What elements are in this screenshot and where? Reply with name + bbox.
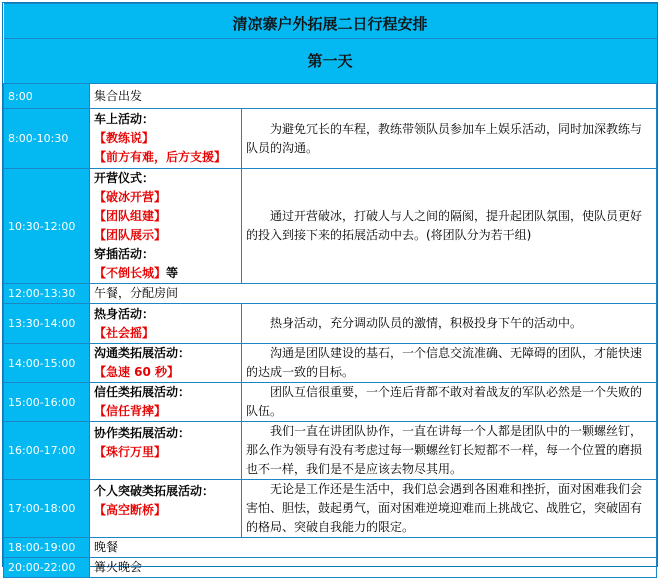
- activity-cell: 集合出发: [90, 84, 657, 109]
- time-cell: 16:00-17:00: [4, 422, 90, 480]
- activity-item: 【信任背摔】: [94, 404, 167, 418]
- description-cell: 团队互信很重要，一个连后背都不敢对着战友的军队必然是一个失败的队伍。: [242, 383, 657, 422]
- table-row: [4, 169, 657, 284]
- activity-title: 协作类拓展活动：: [94, 426, 191, 440]
- table-row: [4, 109, 657, 169]
- schedule-sheet: [2, 2, 658, 574]
- time-cell: 20:00-22:00: [4, 558, 90, 578]
- table-row: [4, 538, 657, 558]
- activity-item: 【不倒长城】: [94, 266, 167, 280]
- activity-item-suffix: 等: [166, 266, 179, 280]
- activity-cell: [90, 383, 242, 422]
- activity-cell: [90, 480, 242, 538]
- activity-cell: 晚餐: [90, 538, 657, 558]
- activity-cell: 午餐，分配房间: [90, 284, 657, 304]
- activity-cell: 篝火晚会: [90, 558, 657, 578]
- description-cell: 热身活动，充分调动队员的激情，积极投身下午的活动中。: [242, 304, 657, 344]
- activity-item: 【社会摇】: [94, 325, 155, 340]
- title-row: [4, 4, 657, 39]
- activity-item: 【教练说】: [94, 131, 155, 145]
- activity-subtitle: 穿插活动：: [94, 247, 155, 261]
- activity-item-line: [94, 264, 237, 283]
- activity-item: 【破冰开营】: [94, 190, 167, 204]
- table-row: [4, 558, 657, 578]
- activity-item: 【团队展示】: [94, 228, 167, 242]
- time-cell: 17:00-18:00: [4, 480, 90, 538]
- activity-title: 沟通类拓展活动：: [94, 346, 191, 360]
- day-heading: 第一天: [4, 39, 657, 84]
- table-row: [4, 344, 657, 383]
- activity-title: 个人突破类拓展活动：: [94, 484, 215, 498]
- time-cell: 8:00-10:30: [4, 109, 90, 169]
- time-cell: 10:30-12:00: [4, 169, 90, 284]
- description-cell: 沟通是团队建设的基石，一个信息交流准确、无障碍的团队，才能快速的达成一致的目标。: [242, 344, 657, 383]
- description-cell: 我们一直在讲团队协作，一直在讲每一个人都是团队中的一颗螺丝钉，那么作为领导有没有考虑过每一颗螺丝钉长短都不一样，每一个位置的磨损也不一样，我们是不是应该去物尽其用。: [242, 422, 657, 480]
- activity-cell: [90, 109, 242, 169]
- activity-item: 【珠行万里】: [94, 445, 167, 459]
- activity-title: 信任类拓展活动：: [94, 385, 191, 399]
- time-cell: 12:00-13:30: [4, 284, 90, 304]
- activity-cell: [90, 169, 242, 284]
- activity-title: 开营仪式：: [94, 171, 155, 185]
- description-cell: 为避免冗长的车程，教练带领队员参加车上娱乐活动，同时加深教练与队员的沟通。: [242, 109, 657, 169]
- table-row: [4, 480, 657, 538]
- activity-title: 车上活动：: [94, 112, 155, 126]
- description-cell: 通过开营破冰，打破人与人之间的隔阂，提升起团队氛围，使队员更好的投入到接下来的拓展活动中去。(将团队分为若干组): [242, 169, 657, 284]
- activity-cell: [90, 304, 242, 344]
- time-cell: 18:00-19:00: [4, 538, 90, 558]
- activity-cell: [90, 344, 242, 383]
- table-row: [4, 84, 657, 109]
- activity-item: 【高空断桥】: [94, 503, 167, 517]
- activity-item: 【前方有难，后方支援】: [94, 150, 227, 164]
- schedule-table: [3, 3, 657, 578]
- time-cell: 13:30-14:00: [4, 304, 90, 344]
- table-row: [4, 422, 657, 480]
- time-cell: 15:00-16:00: [4, 383, 90, 422]
- page-title: 清凉寨户外拓展二日行程安排: [4, 4, 657, 39]
- activity-item: 【急速 60 秒】: [94, 365, 180, 379]
- table-row: [4, 383, 657, 422]
- activity-item: 【团队组建】: [94, 209, 167, 223]
- time-cell: 14:00-15:00: [4, 344, 90, 383]
- table-row: [4, 304, 657, 344]
- activity-title: 热身活动：: [94, 306, 155, 321]
- day-row: [4, 39, 657, 84]
- activity-cell: [90, 422, 242, 480]
- time-cell: 8:00: [4, 84, 90, 109]
- table-row: [4, 284, 657, 304]
- description-cell: 无论是工作还是生活中，我们总会遇到各困难和挫折，面对困难我们会害怕、胆怯，鼓起勇气，面对困难逆境迎难而上挑战它、战胜它，突破固有的格局、突破自我能力的限定。: [242, 480, 657, 538]
